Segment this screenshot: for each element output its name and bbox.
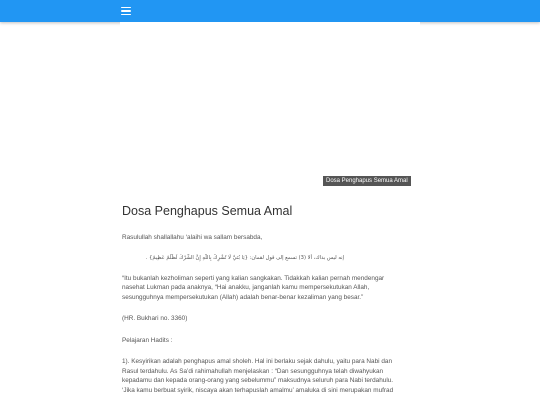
lesson-line: kepadamu dan kepada orang-orang yang sebelummu” maksudnya seluruh para Nabi terdahulu.: [122, 377, 394, 384]
menu-line: [121, 7, 131, 9]
lesson-line: ‘Jika kamu berbuat syirik, niscaya akan terhapuslah amalmu’ amaluka di sini merupakan mufrad: [122, 386, 394, 394]
translation-line: “Itu bukanlah kezholiman seperti yang kalian sangkakan. Tidakkah kalian pernah mendengar: [122, 274, 385, 282]
translation-line: sesungguhnya mempersekutukan (Allah) adalah benar-benar kezaliman yang besar.”: [122, 293, 364, 301]
hamburger-menu-icon[interactable]: [119, 4, 133, 18]
translation-line: nasehat Lukman pada anaknya, “Hai anakku, janganlah kamu mempersekutukan Allah,: [122, 284, 370, 291]
lessons-heading: Pelajaran Hadits :: [122, 336, 173, 344]
featured-image: [120, 22, 420, 187]
hadith-source: (HR. Bukhari no. 3360): [122, 315, 188, 322]
menu-line: [121, 10, 131, 12]
intro-paragraph: Rasulullah shallallahu ‘alaihi wa sallam bersabda,: [122, 234, 263, 241]
hadith-translation: [122, 274, 414, 303]
lesson-line: 1). Kesyirikan adalah penghapus amal sholeh. Hal ini berlaku sejak dahulu, yaitu para Nabi dan: [122, 358, 392, 365]
arabic-hadith-text: إنه ليس بذاك، ألا (3) تسمع إلى قول لقمان: {يَا بُنَيَّ لَا تُشْرِكْ بِاللَّهِ إِنَّ الشِّرْكَ لَظُلْمٌ عَظِيمٌ} .: [145, 254, 344, 261]
menu-line: [121, 14, 131, 16]
lesson-line: Rasul terdahulu. As Sa’di rahimahullah menjelaskan : “Dan sesungguhnya telah diwahyukan: [122, 367, 384, 375]
article-title: Dosa Penghapus Semua Amal: [122, 204, 293, 218]
image-caption: Dosa Penghapus Semua Amal: [323, 176, 411, 186]
article: [122, 203, 414, 395]
lesson-point-1: [122, 357, 414, 395]
top-app-bar: [0, 0, 540, 22]
